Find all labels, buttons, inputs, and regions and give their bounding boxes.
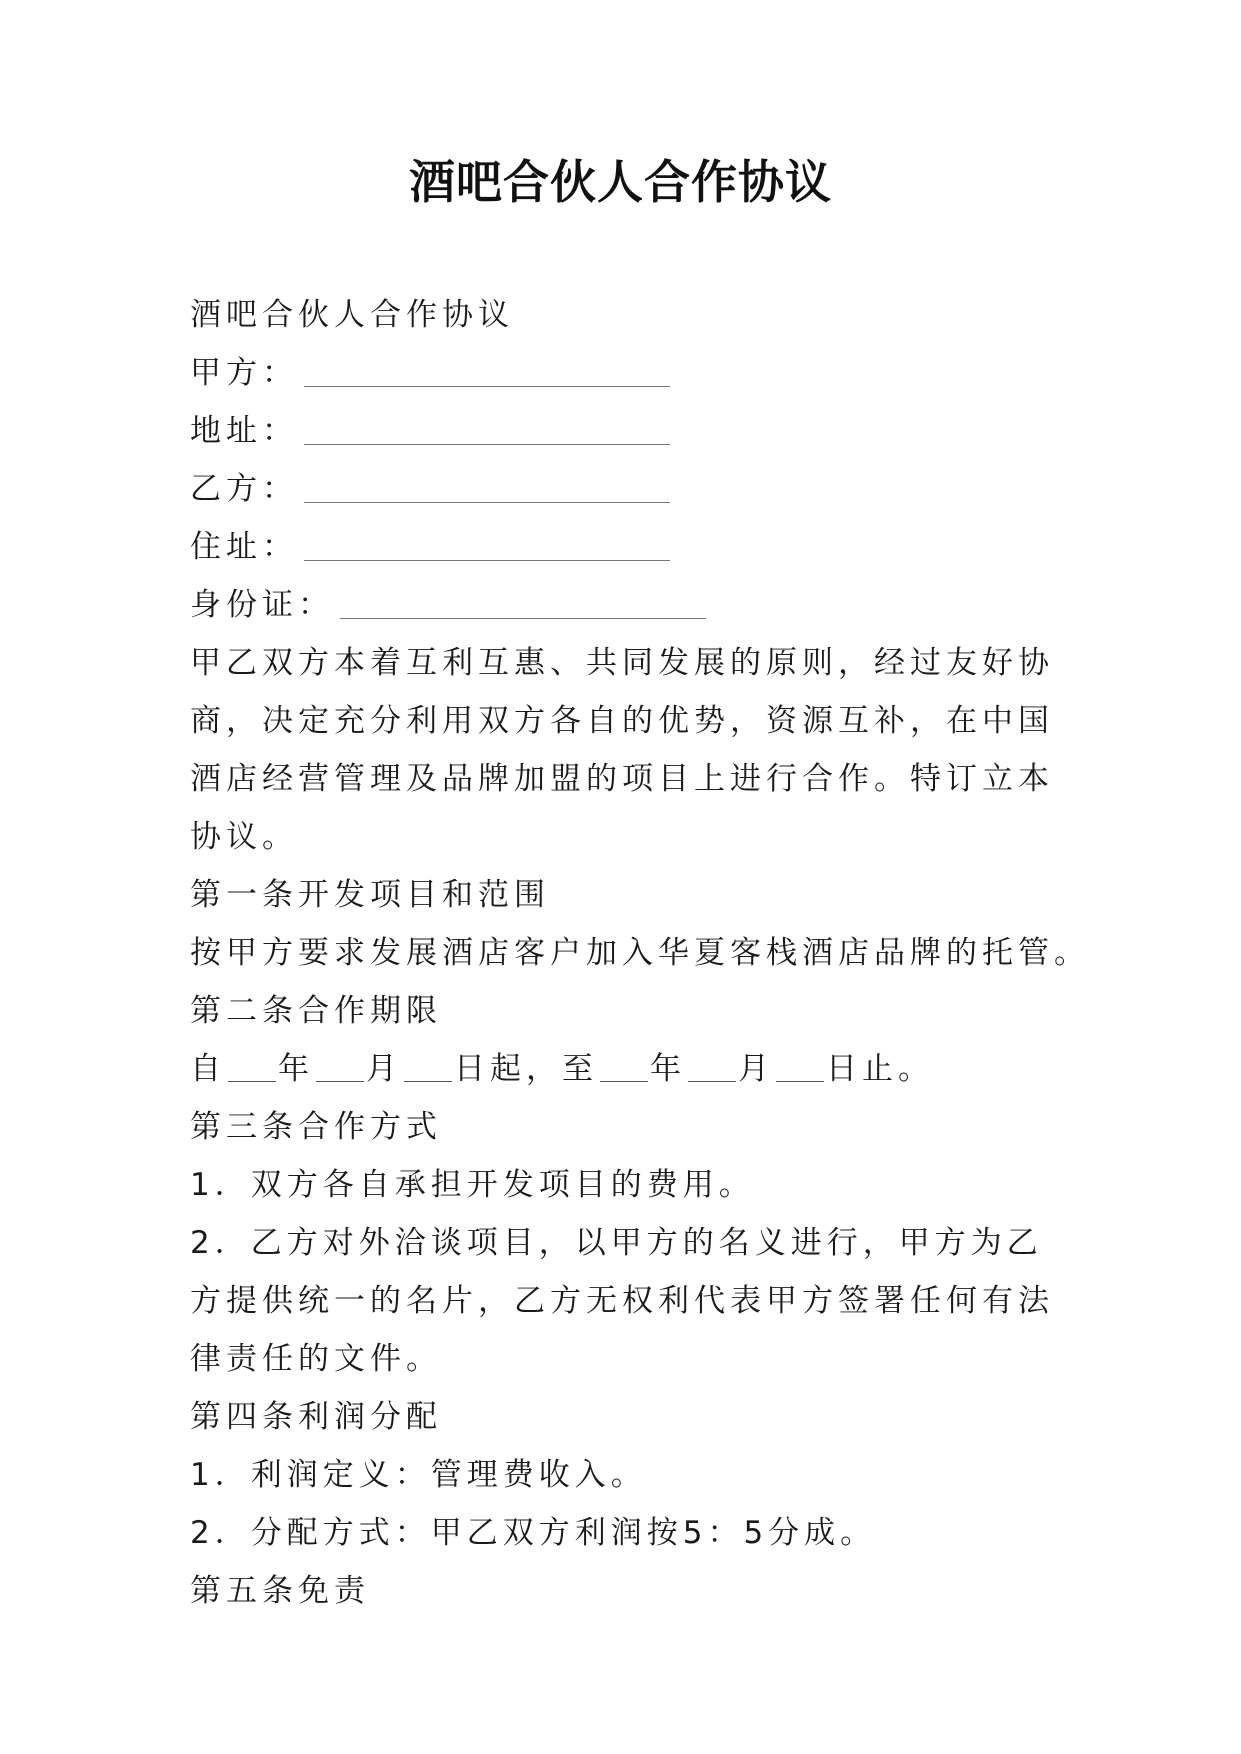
article-1-heading: 第一条开发项目和范围 <box>190 877 550 913</box>
id-card-field <box>190 576 1070 634</box>
article-4-heading: 第四条利润分配 <box>190 1399 442 1435</box>
article-2-date-range <box>190 1040 1070 1098</box>
end-month-label: 月 <box>738 1051 774 1087</box>
address-label: 地址： <box>190 413 298 449</box>
document-body <box>190 286 1090 1620</box>
residence-blank[interactable] <box>304 536 670 561</box>
article-2-heading: 第二条合作期限 <box>190 993 442 1029</box>
end-year-label: 年 <box>650 1051 686 1087</box>
residence-field <box>190 518 1070 576</box>
date-from-label: 自 <box>190 1051 226 1087</box>
start-month-label: 月 <box>366 1051 402 1087</box>
party-b-blank[interactable] <box>304 478 670 503</box>
date-end-label: 日止。 <box>826 1051 934 1087</box>
article-3-heading: 第三条合作方式 <box>190 1109 442 1145</box>
party-a-field <box>190 344 1070 402</box>
document-subtitle: 酒吧合伙人合作协议 <box>190 297 514 333</box>
start-year-blank[interactable] <box>228 1059 276 1082</box>
article-4-item-2: 2．分配方式：甲乙双方利润按5：5分成。 <box>190 1515 877 1551</box>
residence-label: 住址： <box>190 529 298 565</box>
article-1-text: 按甲方要求发展酒店客户加入华夏客栈酒店品牌的托管。 <box>190 935 1090 971</box>
article-3-item-2: 2．乙方对外洽谈项目，以甲方的名义进行，甲方为乙方提供统一的名片，乙方无权利代表甲方签署任何有法律责任的文件。 <box>190 1225 1054 1377</box>
address-field <box>190 402 1070 460</box>
id-card-label: 身份证： <box>190 587 334 623</box>
document-title: 酒吧合伙人合作协议 <box>409 155 832 209</box>
end-day-blank[interactable] <box>776 1059 824 1082</box>
end-year-blank[interactable] <box>600 1059 648 1082</box>
start-day-blank[interactable] <box>404 1059 452 1082</box>
start-year-label: 年 <box>278 1051 314 1087</box>
date-to-label: 日起，至 <box>454 1051 598 1087</box>
article-3-item-1: 1．双方各自承担开发项目的费用。 <box>190 1167 755 1203</box>
end-month-blank[interactable] <box>688 1059 736 1082</box>
address-blank[interactable] <box>304 420 670 445</box>
party-b-field <box>190 460 1070 518</box>
id-card-blank[interactable] <box>340 594 706 619</box>
article-5-heading: 第五条免责 <box>190 1573 370 1609</box>
preamble-paragraph: 甲乙双方本着互利互惠、共同发展的原则，经过友好协商，决定充分利用双方各自的优势，资源互补，在中国酒店经营管理及品牌加盟的项目上进行合作。特订立本协议。 <box>190 645 1054 855</box>
party-a-blank[interactable] <box>304 362 670 387</box>
party-a-label: 甲方： <box>190 355 298 391</box>
article-4-item-1: 1．利润定义：管理费收入。 <box>190 1457 647 1493</box>
party-b-label: 乙方： <box>190 471 298 507</box>
start-month-blank[interactable] <box>316 1059 364 1082</box>
